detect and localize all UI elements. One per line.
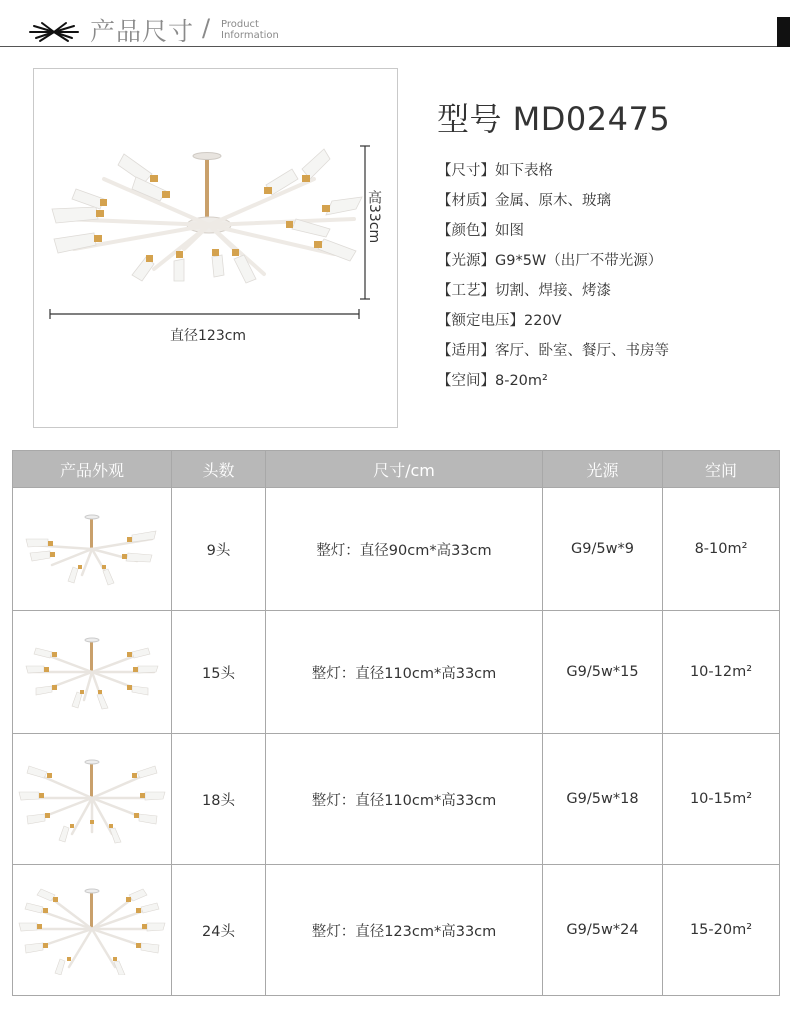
width-label: 直径123cm — [170, 328, 247, 344]
chandelier-image — [34, 69, 399, 429]
row-light: G9/5w*24 — [543, 865, 663, 996]
product-thumbnail-cell — [13, 611, 172, 734]
row-heads: 18头 — [172, 734, 266, 865]
chandelier-18-head-image — [17, 754, 167, 844]
chandelier-15-head-image — [22, 632, 162, 712]
product-dimension-figure — [33, 68, 398, 428]
header-divider — [0, 46, 778, 47]
header-light: 光源 — [543, 451, 663, 488]
row-light: G9/5w*15 — [543, 611, 663, 734]
product-thumbnail-cell — [13, 734, 172, 865]
section-header — [0, 0, 790, 50]
table-row — [13, 611, 780, 734]
product-thumbnail-cell — [13, 865, 172, 996]
table-row — [13, 488, 780, 611]
row-space: 10-15m² — [663, 734, 780, 865]
row-heads: 9头 — [172, 488, 266, 611]
spec-list — [437, 156, 669, 396]
chandelier-9-head-image — [22, 509, 162, 589]
table-row — [13, 734, 780, 865]
height-label: 高33cm — [366, 190, 382, 244]
row-heads: 15头 — [172, 611, 266, 734]
spec-material: 【材质】金属、原木、玻璃 — [437, 193, 611, 209]
row-space: 15-20m² — [663, 865, 780, 996]
chandelier-logo-icon — [26, 20, 82, 44]
subtitle-line-1: Product — [221, 19, 259, 30]
row-space: 10-12m² — [663, 611, 780, 734]
spec-size: 【尺寸】如下表格 — [437, 163, 553, 179]
row-size: 整灯：直径110cm*高33cm — [266, 611, 543, 734]
spec-light-source: 【光源】G9*5W（出厂不带光源） — [437, 253, 663, 269]
model-number: 型号 MD02475 — [437, 100, 671, 138]
header-size: 尺寸/cm — [266, 451, 543, 488]
subtitle-line-2: Information — [221, 30, 279, 41]
header-heads: 头数 — [172, 451, 266, 488]
table-header-row — [13, 451, 780, 488]
header-appearance: 产品外观 — [13, 451, 172, 488]
row-size: 整灯：直径123cm*高33cm — [266, 865, 543, 996]
chandelier-24-head-image — [17, 885, 167, 975]
spec-color: 【颜色】如图 — [437, 223, 524, 239]
table-row — [13, 865, 780, 996]
section-subtitle-en — [221, 19, 279, 41]
title-slash: / — [202, 14, 211, 42]
row-space: 8-10m² — [663, 488, 780, 611]
row-light: G9/5w*9 — [543, 488, 663, 611]
spec-voltage: 【额定电压】220V — [437, 313, 562, 329]
row-heads: 24头 — [172, 865, 266, 996]
spec-usage: 【适用】客厅、卧室、餐厅、书房等 — [437, 343, 669, 359]
row-light: G9/5w*18 — [543, 734, 663, 865]
row-size: 整灯：直径110cm*高33cm — [266, 734, 543, 865]
header-space: 空间 — [663, 451, 780, 488]
product-thumbnail-cell — [13, 488, 172, 611]
spec-process: 【工艺】切割、焊接、烤漆 — [437, 283, 611, 299]
row-size: 整灯：直径90cm*高33cm — [266, 488, 543, 611]
section-title: 产品尺寸 — [90, 17, 195, 46]
header-corner-tab — [777, 17, 790, 47]
spec-space: 【空间】8-20m² — [437, 373, 548, 389]
size-table — [12, 450, 780, 996]
